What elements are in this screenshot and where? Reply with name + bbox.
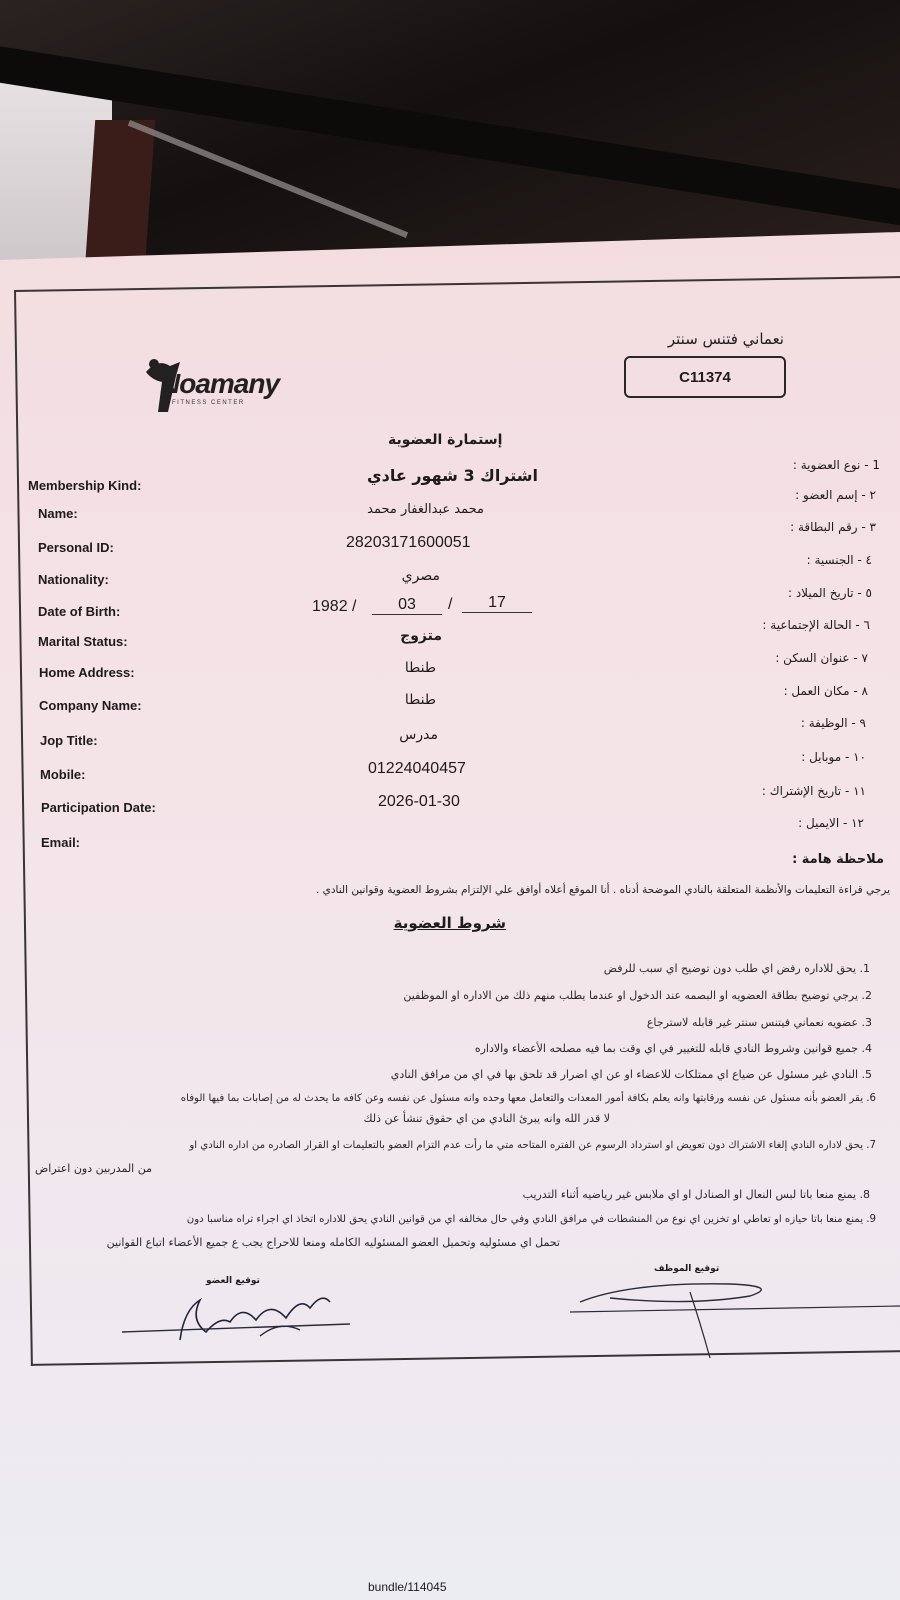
label-ar-nationality: ٤ - الجنسية : [806, 553, 872, 567]
label-name: Name: [38, 506, 78, 521]
label-ar-date-of-birth: ٥ - تاريخ الميلاد : [787, 586, 872, 600]
term-8: 8. يمنع منعا باتا لبس النعال او الصنادل او اي ملابس غير رياضيه أثناء التدريب [522, 1188, 870, 1201]
term-7: 7. يحق لاداره النادي إلغاء الاشتراك دون تعويض او استرداد الرسوم عن الفتره المتاحه متي ما رأت عدم التزام العضو بالتعليمات او القرار الصادره من اداره النادي او [189, 1140, 876, 1151]
label-company-name: Company Name: [39, 698, 142, 713]
label-ar-home-address: ٧ - عنوان السكن : [775, 651, 868, 665]
member-code: C11374 [679, 368, 731, 386]
dob-day: 17 [462, 594, 532, 613]
term-6-cont: لا قدر الله وانه يبرئ النادي من اي حقوق تنشأ عن ذلك [363, 1112, 610, 1125]
label-ar-membership-kind: 1 - نوع العضوية : [792, 458, 880, 472]
label-mobile: Mobile: [40, 767, 86, 782]
label-ar-participation-date: ١١ - تاريخ الإشتراك : [761, 784, 866, 798]
label-date-of-birth: Date of Birth: [38, 604, 121, 619]
label-job-title: Jop Title: [40, 733, 98, 748]
label-ar-company-name: ٨ - مكان العمل : [783, 684, 868, 698]
club-name: نعماني فتنس سنتر [667, 330, 784, 348]
label-ar-personal-id: ٣ - رقم البطاقة : [790, 520, 876, 534]
label-nationality: Nationality: [38, 572, 109, 587]
dob-month: 03 [372, 596, 442, 615]
term-3: 3. عضويه نعماني فيتنس سنتر غير قابله لاسترجاع [646, 1016, 872, 1029]
value-marital-status: متزوج [400, 628, 442, 644]
label-personal-id: Personal ID: [38, 540, 114, 555]
term-9: 9. يمنع منعا باتا حيازه او تعاطي او تخزين اي نوع من المنشطات في مرافق النادي وفي حال مخالفه اي من قوانين النادي يحق للاداره اتخاذ اي اجراء تراه مناسبا دون [186, 1214, 876, 1225]
term-5: 5. النادي غير مسئول عن ضياع اي ممتلكات للاعضاء او عن اي اضرار قد تلحق بها في اي من مرافق النادي [390, 1068, 872, 1081]
label-membership-kind: Membership Kind: [28, 478, 142, 493]
value-participation-date: 2026-01-30 [378, 793, 460, 810]
logo-subtext: FITNESS CENTER [172, 400, 245, 406]
note-title: ملاحظة هامة : [792, 852, 884, 867]
member-signature-label: توقيع العضو [206, 1276, 260, 1286]
background-furniture [85, 120, 155, 270]
term-7-cont: من المدربين دون اعتراض [34, 1162, 152, 1175]
employee-signature [570, 1262, 900, 1362]
employee-signature-label: توقيع الموظف [654, 1264, 720, 1274]
label-marital-status: Marital Status: [38, 634, 128, 649]
value-home-address: طنطا [404, 660, 436, 676]
member-signature [110, 1280, 360, 1350]
label-ar-mobile: ١٠ - موبايل : [801, 750, 866, 764]
form-title: إستمارة العضوية [388, 432, 503, 448]
value-name: محمد عبدالغفار محمد [367, 502, 484, 517]
logo-wordmark: Noamany [160, 368, 280, 399]
terms-title: شروط العضوية [393, 914, 506, 932]
value-company-name: طنطا [404, 692, 436, 708]
value-membership-kind: اشتراك 3 شهور عادي [366, 466, 538, 485]
value-personal-id: 28203171600051 [346, 534, 471, 551]
label-home-address: Home Address: [39, 665, 135, 680]
label-ar-marital-status: ٦ - الحالة الإجتماعية : [762, 618, 870, 632]
term-9-cont: تحمل اي مسئوليه وتحميل العضو المسئوليه الكامله ومنعا للاحراج يجب ع جميع الأعضاء اتباع القوانين [106, 1236, 560, 1249]
value-mobile: 01224040457 [368, 760, 466, 777]
value-job-title: مدرس [399, 727, 438, 743]
dob-year: 1982 / [312, 598, 357, 615]
member-code-box [624, 356, 786, 398]
term-1: 1. يحق للاداره رفض اي طلب دون توضيح اي سبب للرفض [603, 962, 870, 975]
footer-bundle-id: bundle/114045 [368, 1580, 447, 1594]
label-ar-name: ٢ - إسم العضو : [795, 488, 876, 502]
term-2: 2. يرجي توضيح بطاقة العضويه او البصمه عند الدخول او عندما يطلب منهم ذلك من الاداره او الموظفين [403, 989, 872, 1002]
note-text: يرجي قراءة التعليمات والأنظمة المتعلقة بالنادي الموضحة أدناه . أنا الموقع أعلاه أوافق علي الإلتزام بشروط العضوية وقوانين النادي . [315, 884, 890, 896]
label-email: Email: [41, 835, 81, 850]
term-6: 6. يقر العضو بأنه مسئول عن نفسه ورقابتها وانه يعلم بكافة أمور المعدات والتعامل معها وحده وانه مسئول عن نفسه وعن كافه ما يحدث له من إصابات بما فيها الوفاه [180, 1093, 876, 1104]
value-nationality: مصري [401, 568, 440, 584]
term-4: 4. جميع قوانين وشروط النادي قابله للتغيير في اي وقت بما فيه مصلحه الأعضاء والاداره [474, 1042, 872, 1055]
label-ar-job-title: ٩ - الوظيفة : [800, 716, 866, 730]
label-ar-email: ١٢ - الايميل : [798, 816, 864, 830]
label-participation-date: Participation Date: [41, 800, 156, 815]
dob-separator: / [448, 596, 453, 613]
